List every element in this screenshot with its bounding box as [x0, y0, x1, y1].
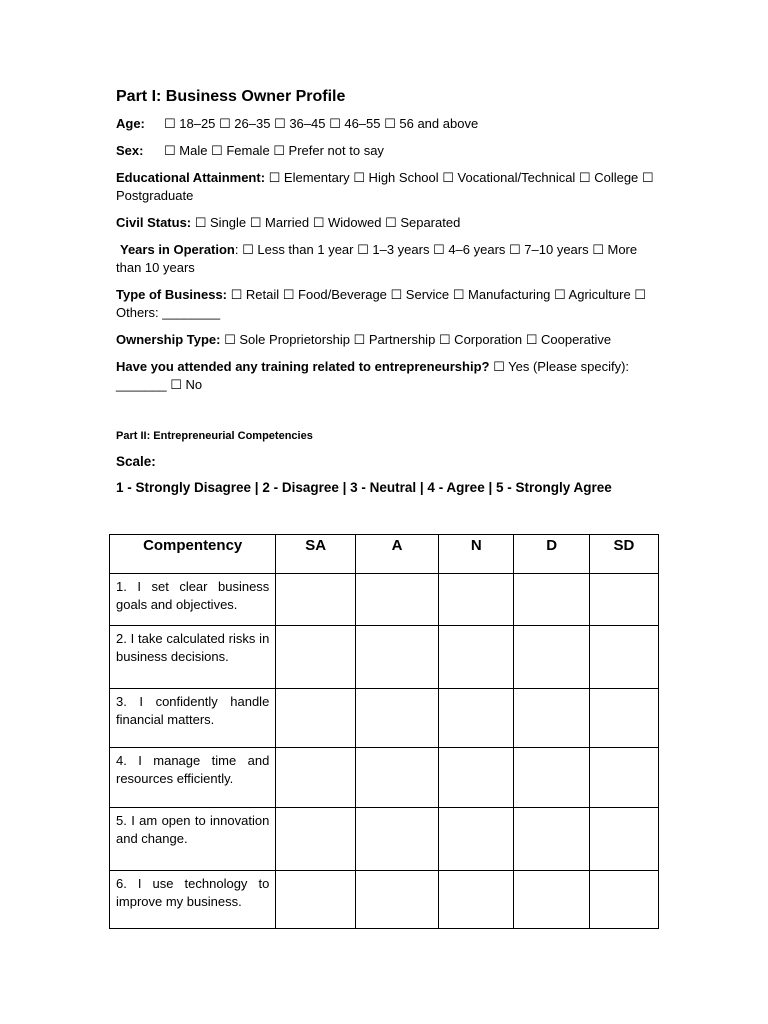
- sex-label: Sex:: [116, 143, 144, 158]
- header-sd: SD: [589, 535, 658, 574]
- rating-cell-sa[interactable]: [276, 871, 356, 929]
- rating-cell-d[interactable]: [514, 574, 589, 626]
- table-header-row: [110, 535, 659, 574]
- rating-cell-sa[interactable]: [276, 808, 356, 871]
- rating-cell-sd[interactable]: [589, 871, 658, 929]
- business-type-options[interactable]: ☐ Retail ☐ Food/Beverage ☐ Service ☐ Manufacturing ☐ Agriculture ☐ Others: ________: [116, 287, 646, 320]
- competency-cell: 4. I manage time and resources efficiently.: [110, 748, 276, 808]
- rating-cell-d[interactable]: [514, 689, 589, 748]
- competency-cell: 1. I set clear business goals and objectives.: [110, 574, 276, 626]
- civil-status-options[interactable]: ☐ Single ☐ Married ☐ Widowed ☐ Separated: [194, 215, 461, 230]
- rating-cell-a[interactable]: [355, 748, 438, 808]
- education-question: [116, 169, 656, 205]
- table-row: [110, 574, 659, 626]
- scale-legend: 1 - Strongly Disagree | 2 - Disagree | 3 - Neutral | 4 - Agree | 5 - Strongly Agree: [116, 480, 612, 495]
- rating-cell-n[interactable]: [439, 689, 514, 748]
- age-question: [116, 115, 656, 133]
- years-operation-question: [116, 241, 656, 277]
- rating-cell-sd[interactable]: [589, 808, 658, 871]
- age-label: Age:: [116, 116, 145, 131]
- rating-cell-sa[interactable]: [276, 574, 356, 626]
- competency-table: [109, 534, 659, 929]
- header-competency: Compentency: [110, 535, 276, 574]
- header-a: A: [355, 535, 438, 574]
- rating-cell-a[interactable]: [355, 808, 438, 871]
- years-operation-label: Years in Operation: [120, 242, 235, 257]
- part1-title: Part I: Business Owner Profile: [116, 88, 346, 105]
- table-row: [110, 871, 659, 929]
- rating-cell-n[interactable]: [439, 808, 514, 871]
- part2-title: Part II: Entrepreneurial Competencies: [116, 430, 313, 442]
- rating-cell-sa[interactable]: [276, 748, 356, 808]
- rating-cell-n[interactable]: [439, 626, 514, 689]
- table-row: [110, 748, 659, 808]
- rating-cell-n[interactable]: [439, 871, 514, 929]
- competency-cell: 2. I take calculated risks in business decisions.: [110, 626, 276, 689]
- education-options[interactable]: ☐ Elementary ☐ High School ☐ Vocational/Technical ☐ College ☐ Postgraduate: [116, 170, 654, 203]
- scale-label: Scale:: [116, 454, 156, 469]
- rating-cell-d[interactable]: [514, 748, 589, 808]
- header-d: D: [514, 535, 589, 574]
- civil-status-label: Civil Status:: [116, 215, 192, 230]
- education-label: Educational Attainment:: [116, 170, 266, 185]
- rating-cell-a[interactable]: [355, 626, 438, 689]
- competency-cell: 6. I use technology to improve my business.: [110, 871, 276, 929]
- rating-cell-d[interactable]: [514, 871, 589, 929]
- ownership-type-label: Ownership Type:: [116, 332, 221, 347]
- rating-cell-sd[interactable]: [589, 626, 658, 689]
- business-type-question: [116, 286, 656, 322]
- rating-cell-d[interactable]: [514, 808, 589, 871]
- header-n: N: [439, 535, 514, 574]
- header-sa: SA: [276, 535, 356, 574]
- rating-cell-n[interactable]: [439, 574, 514, 626]
- training-label: Have you attended any training related to entrepreneurship?: [116, 359, 490, 374]
- form-page: [116, 88, 656, 506]
- rating-cell-sd[interactable]: [589, 748, 658, 808]
- rating-cell-a[interactable]: [355, 871, 438, 929]
- rating-cell-d[interactable]: [514, 626, 589, 689]
- rating-cell-a[interactable]: [355, 689, 438, 748]
- rating-cell-sa[interactable]: [276, 626, 356, 689]
- civil-status-question: [116, 214, 656, 232]
- table-row: [110, 808, 659, 871]
- training-question: [116, 358, 656, 394]
- table-row: [110, 689, 659, 748]
- sex-question: [116, 142, 656, 160]
- rating-cell-sd[interactable]: [589, 689, 658, 748]
- years-operation-options[interactable]: : ☐ Less than 1 year ☐ 1–3 years ☐ 4–6 years ☐ 7–10 years ☐ More than 10 years: [116, 242, 638, 275]
- rating-cell-a[interactable]: [355, 574, 438, 626]
- ownership-type-question: [116, 331, 656, 349]
- rating-cell-n[interactable]: [439, 748, 514, 808]
- business-type-label: Type of Business:: [116, 287, 228, 302]
- training-options[interactable]: ☐ Yes (Please specify): _______ ☐ No: [116, 359, 630, 392]
- sex-options[interactable]: ☐ Male ☐ Female ☐ Prefer not to say: [164, 143, 384, 158]
- table-row: [110, 626, 659, 689]
- rating-cell-sa[interactable]: [276, 689, 356, 748]
- ownership-type-options[interactable]: ☐ Sole Proprietorship ☐ Partnership ☐ Corporation ☐ Cooperative: [224, 332, 612, 347]
- competency-cell: 5. I am open to innovation and change.: [110, 808, 276, 871]
- competency-cell: 3. I confidently handle financial matters.: [110, 689, 276, 748]
- age-options[interactable]: ☐ 18–25 ☐ 26–35 ☐ 36–45 ☐ 46–55 ☐ 56 and above: [164, 116, 479, 131]
- rating-cell-sd[interactable]: [589, 574, 658, 626]
